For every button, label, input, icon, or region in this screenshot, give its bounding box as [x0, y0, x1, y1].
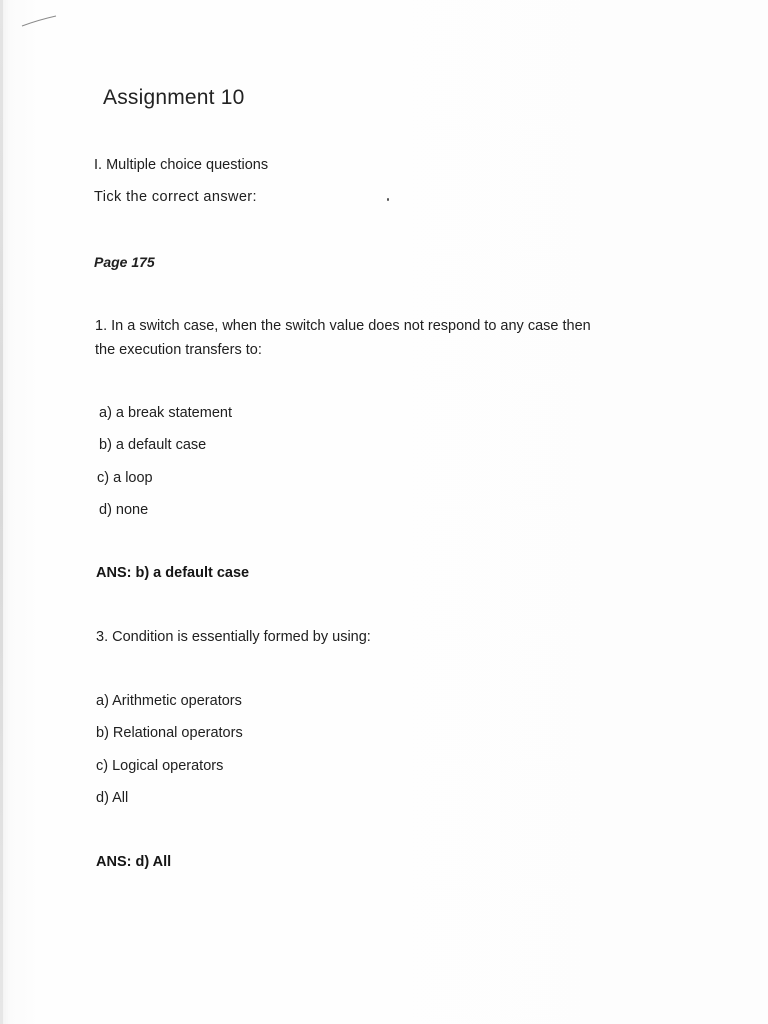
- question-1-text-line-2: the execution transfers to:: [95, 342, 262, 358]
- document-title: Assignment 10: [103, 86, 245, 109]
- instruction-text: Tick the correct answer:: [94, 189, 257, 205]
- page-edge-shadow: [0, 0, 3, 1024]
- question-1-option-c: c) a loop: [97, 470, 153, 486]
- question-1-option-d: d) none: [99, 502, 149, 518]
- ink-speck: [387, 198, 389, 201]
- question-3-text: 3. Condition is essentially formed by using:: [96, 629, 371, 645]
- question-1-option-a: a) a break statement: [99, 405, 232, 421]
- page-reference: Page 175: [94, 254, 155, 270]
- question-3-option-b: b) Relational operators: [96, 725, 243, 741]
- question-3-option-a: a) Arithmetic operators: [96, 693, 242, 709]
- question-1-answer: ANS: b) a default case: [96, 565, 250, 581]
- question-3-option-d: d) All: [96, 790, 129, 806]
- section-heading: I. Multiple choice questions: [94, 157, 269, 173]
- question-1-text-line-1: 1. In a switch case, when the switch value does not respond to any case then: [95, 318, 591, 334]
- question-1-option-b: b) a default case: [99, 437, 207, 453]
- question-3-option-c: c) Logical operators: [96, 758, 224, 774]
- question-3-answer: ANS: d) All: [96, 854, 172, 870]
- pen-stroke-mark: [20, 12, 60, 32]
